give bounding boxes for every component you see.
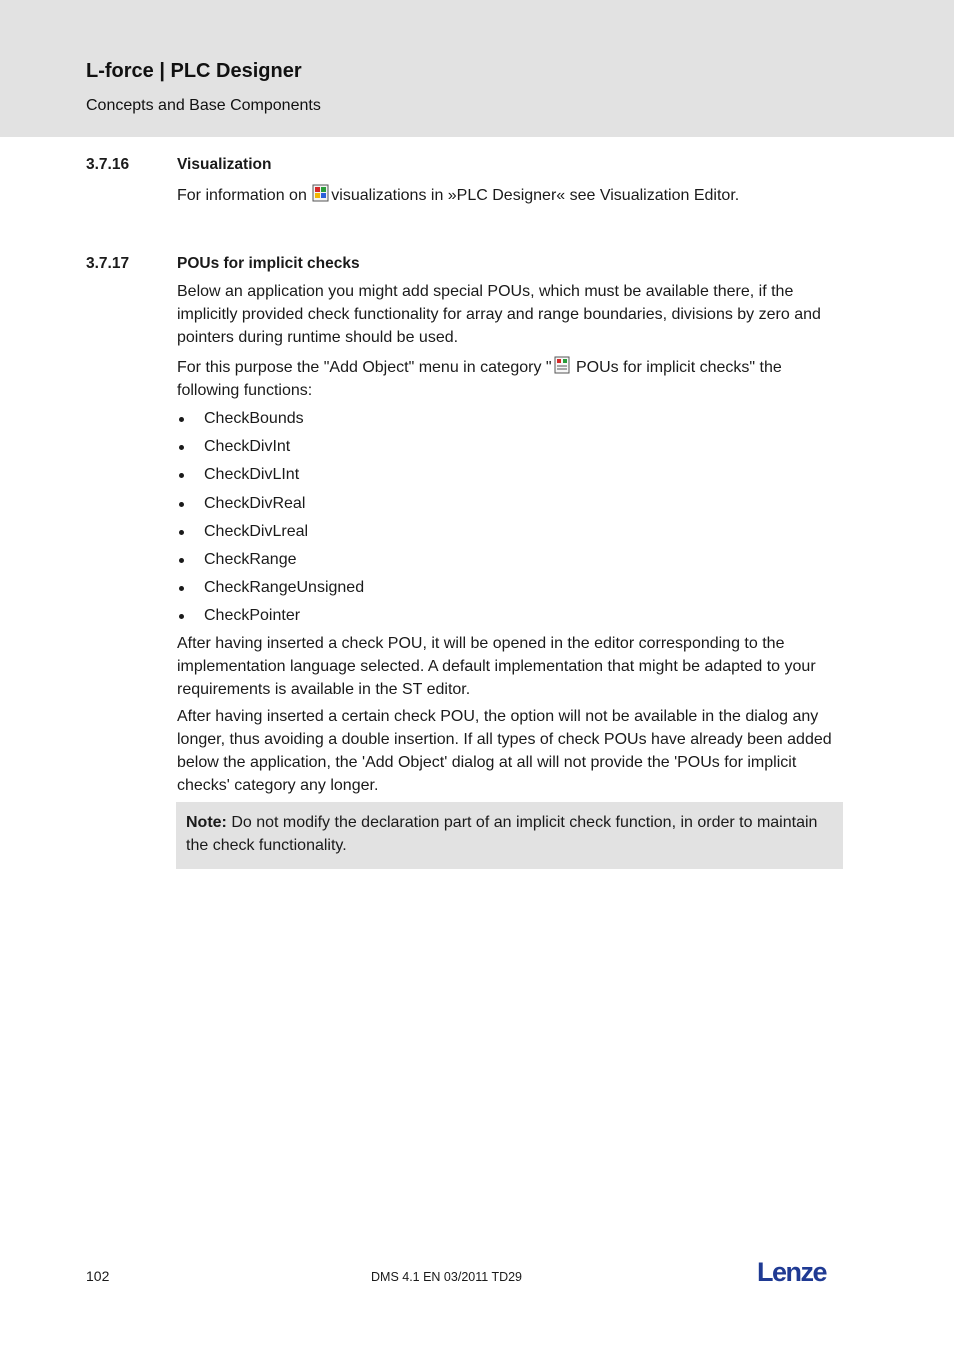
bullet-icon [179, 586, 184, 591]
list-item: CheckDivInt [177, 435, 364, 463]
list-item: CheckRange [177, 548, 364, 576]
list-item: CheckDivLInt [177, 463, 364, 491]
bullet-icon [179, 614, 184, 619]
list-item: CheckDivReal [177, 492, 364, 520]
pous-paragraph-1: Below an application you might add special POUs, which must be available there, if the implicitly provided check functionality for array and range boundaries, divisions by zero and pointers during runtime should be used. [177, 283, 821, 346]
bullet-icon [179, 502, 184, 507]
visualization-paragraph: For information on visualizations in »PLC Designer« see Visualization Editor. [177, 184, 845, 207]
bullet-icon [179, 417, 184, 422]
section-number-visualization: 3.7.16 [86, 156, 130, 173]
section-number-pous: 3.7.17 [86, 255, 130, 272]
document-subtitle: Concepts and Base Components [86, 97, 321, 114]
section-title-pous: POUs for implicit checks [177, 255, 360, 272]
section-title-visualization: Visualization [177, 156, 272, 173]
document-id: DMS 4.1 EN 03/2011 TD29 [371, 1270, 523, 1284]
pous-paragraph-3: After having inserted a check POU, it will be opened in the editor corresponding to the implementation language selected. A default implementation that might be adapted to your requirements is available in the ST editor. [177, 635, 816, 698]
bullet-icon [179, 530, 184, 535]
pous-paragraph-4: After having inserted a certain check POU, the option will not be available in the dialog any longer, thus avoiding a double insertion. If all types of check POUs have already been added below the application, the 'Add Object' dialog at all will not provide the 'POUs for implicit checks' category any longer. [177, 708, 832, 794]
list-item: CheckDivLreal [177, 520, 364, 548]
visualization-icon [312, 184, 330, 202]
check-functions-list [177, 407, 364, 633]
pous-paragraph-2: For this purpose the "Add Object" menu in category " POUs for implicit checks" the following functions: [177, 356, 845, 402]
logo-text: Lenze [757, 1258, 827, 1286]
note-text: Note: Do not modify the declaration part of an implicit check function, in order to maintain the check functionality. [186, 814, 818, 854]
note-label: Note: [186, 814, 227, 831]
lenze-logo [757, 1258, 839, 1286]
bullet-icon [179, 473, 184, 478]
list-item: CheckPointer [177, 604, 364, 632]
bullet-icon [179, 445, 184, 450]
list-item: CheckBounds [177, 407, 364, 435]
page-number: 102 [86, 1268, 110, 1284]
document-title: L-force | PLC Designer [86, 60, 302, 82]
list-item: CheckRangeUnsigned [177, 576, 364, 604]
note-box [176, 802, 843, 869]
pou-category-icon [553, 356, 571, 374]
bullet-icon [179, 558, 184, 563]
page-header [0, 0, 954, 137]
